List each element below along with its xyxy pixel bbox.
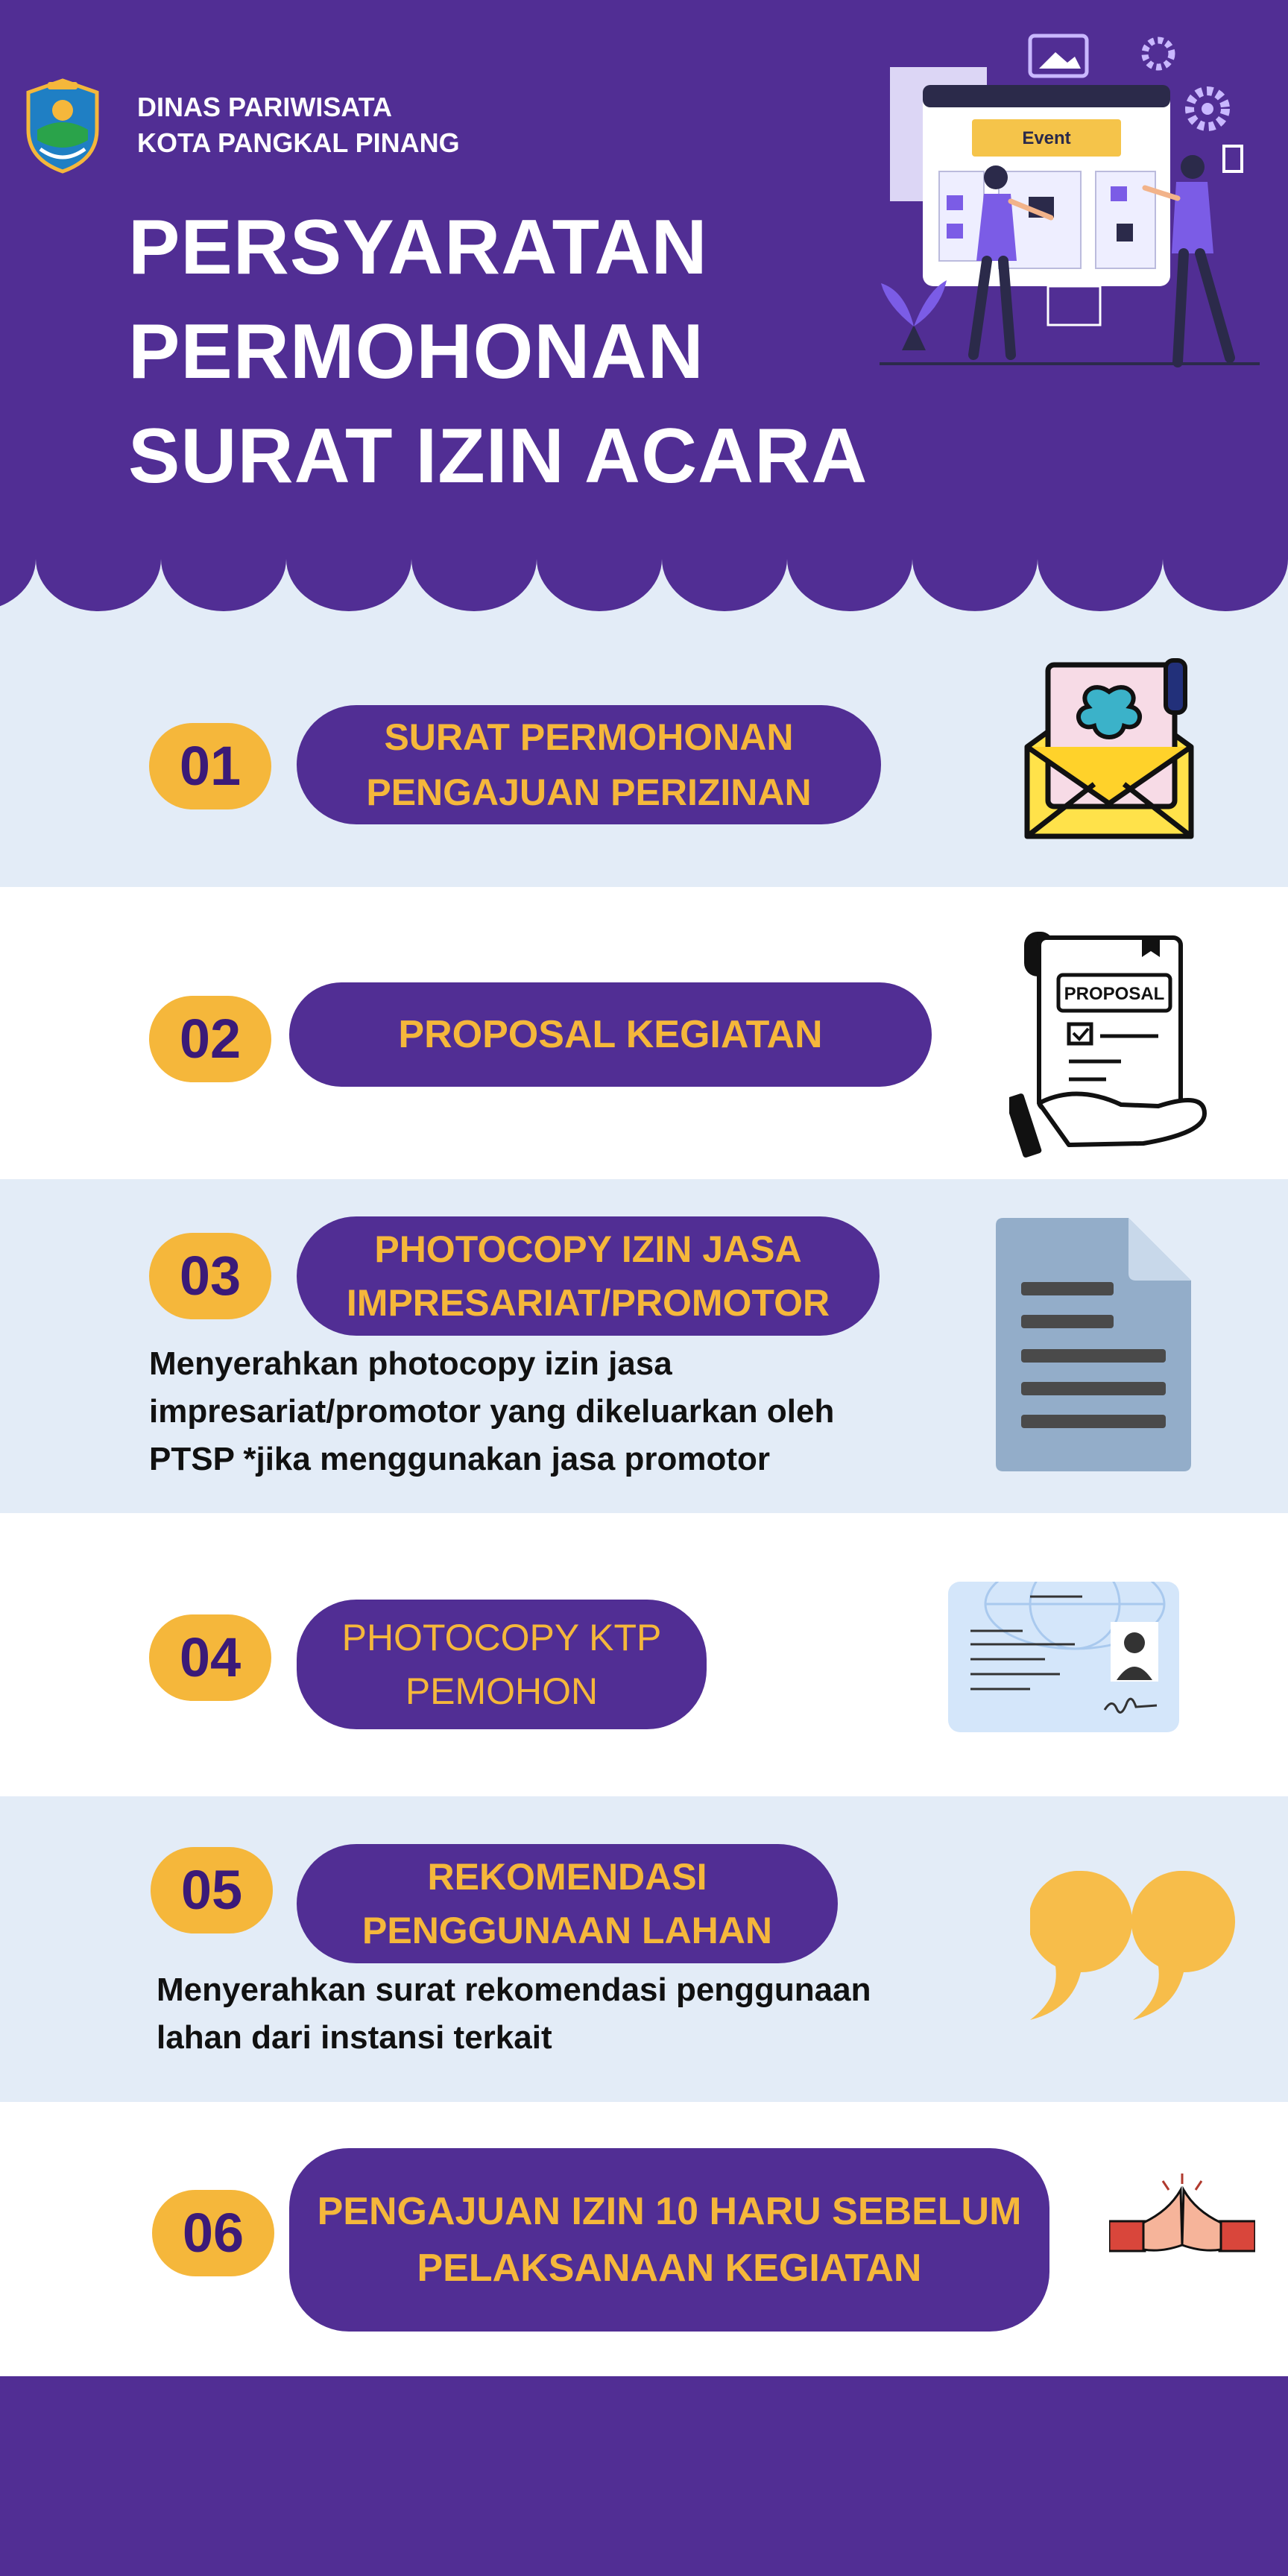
- organization-name-line1: DINAS PARIWISATA: [137, 92, 392, 122]
- city-emblem-logo: [22, 78, 103, 174]
- item-title-line2: PENGAJUAN PERIZINAN: [366, 771, 812, 813]
- page-title-line2: PERMOHONAN: [128, 309, 704, 395]
- page-title-line1: PERSYARATAN: [128, 204, 708, 291]
- item-row-03: [0, 1179, 1288, 1513]
- item-description-line3: PTSP *jika menggunakan jasa promotor: [149, 1441, 770, 1477]
- item-description-line2: lahan dari instansi terkait: [157, 2019, 552, 2056]
- scalloped-edge: [0, 537, 1288, 611]
- document-file-icon: [994, 1218, 1191, 1471]
- item-number-badge: 06: [152, 2190, 274, 2276]
- id-card-icon: [948, 1582, 1179, 1732]
- item-number-badge: 04: [149, 1614, 271, 1701]
- item-description: [149, 1340, 834, 1483]
- item-title-pill: [289, 982, 932, 1087]
- item-title-pill: [297, 705, 881, 824]
- item-title-line1: PENGAJUAN IZIN 10 HARU SEBELUM: [317, 2190, 1022, 2233]
- item-description-line1: Menyerahkan photocopy izin jasa: [149, 1345, 672, 1382]
- praying-hands-icon: [1109, 2174, 1255, 2270]
- page-title: [128, 195, 868, 508]
- item-title-line1: PHOTOCOPY KTP: [341, 1617, 662, 1658]
- item-title-line1: REKOMENDASI: [427, 1856, 707, 1898]
- proposal-label: PROPOSAL: [1064, 984, 1165, 1004]
- item-title-line1: PROPOSAL KEGIATAN: [398, 1013, 823, 1056]
- item-title-pill: [289, 2148, 1049, 2332]
- hero-board-label: Event: [1022, 128, 1071, 148]
- item-row-04: [0, 1513, 1288, 1796]
- item-description-line2: impresariat/promotor yang dikeluarkan oleh: [149, 1393, 835, 1430]
- item-title-line1: SURAT PERMOHONAN: [384, 716, 794, 758]
- organization-name-line2: KOTA PANGKAL PINANG: [137, 127, 460, 158]
- proposal-document-hand-icon: [1009, 927, 1210, 1158]
- item-title-line2: PENGGUNAAN LAHAN: [362, 1910, 772, 1951]
- item-row-05: [0, 1796, 1288, 2102]
- item-number-badge: 03: [149, 1233, 271, 1319]
- item-title-line2: IMPRESARIAT/PROMOTOR: [346, 1282, 830, 1324]
- item-description: [157, 1966, 871, 2062]
- item-number-badge: 05: [151, 1847, 273, 1933]
- organization-name: [137, 89, 460, 161]
- page-title-line3: SURAT IZIN ACARA: [128, 413, 868, 499]
- quotation-marks-icon: [1030, 1871, 1236, 2024]
- item-number-badge: 02: [149, 996, 271, 1082]
- envelope-letter-icon: [1020, 657, 1199, 844]
- item-number-badge: 01: [149, 723, 271, 809]
- item-title-pill: [297, 1600, 707, 1729]
- footer-band: [0, 2376, 1288, 2576]
- header-banner: [0, 0, 1288, 611]
- item-row-06: [0, 2102, 1288, 2376]
- item-title-line2: PELAKSANAAN KEGIATAN: [417, 2247, 922, 2290]
- item-title-line2: PEMOHON: [405, 1670, 599, 1712]
- item-title-line1: PHOTOCOPY IZIN JASA: [374, 1228, 802, 1270]
- item-title-pill: [297, 1844, 838, 1963]
- item-description-line1: Menyerahkan surat rekomendasi penggunaan: [157, 1972, 871, 2008]
- item-row-02: [0, 887, 1288, 1179]
- item-row-01: [0, 611, 1288, 887]
- event-planning-illustration: [880, 22, 1267, 380]
- item-title-pill: [297, 1216, 880, 1336]
